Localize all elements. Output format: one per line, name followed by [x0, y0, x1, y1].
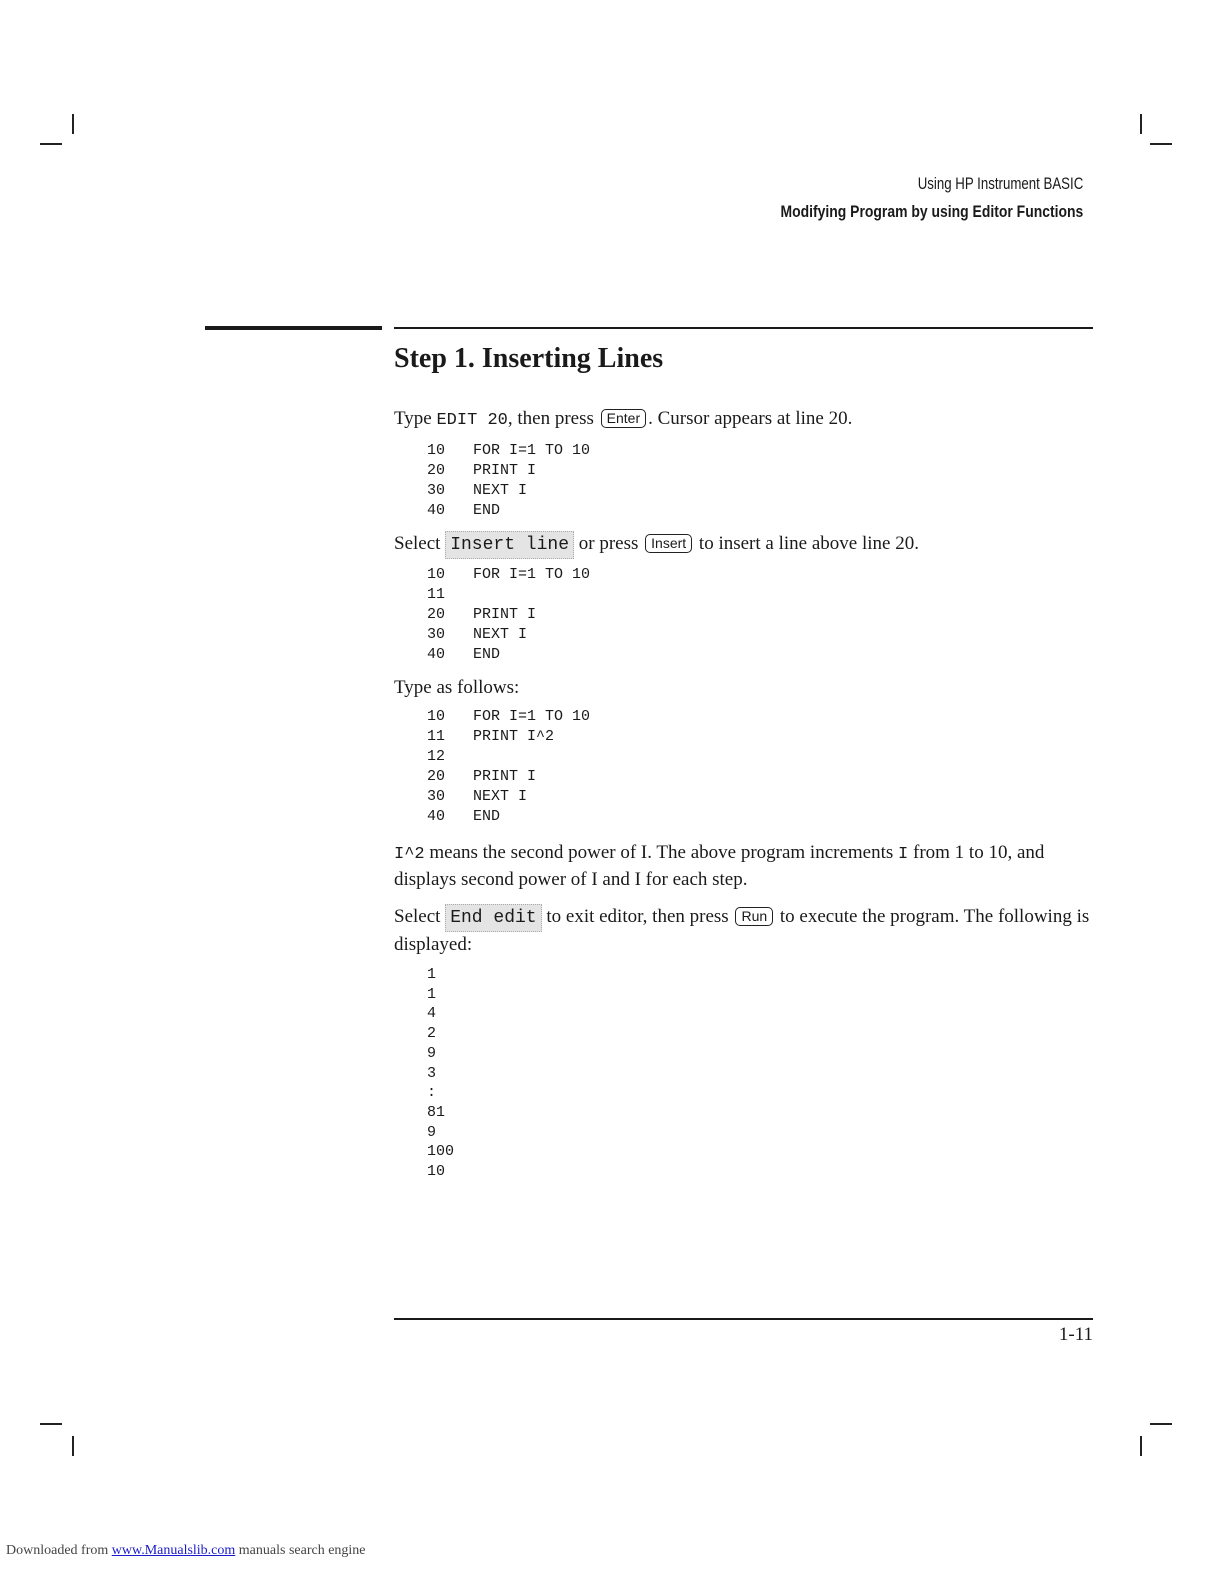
- manualslib-link[interactable]: www.Manualslib.com: [111, 1543, 236, 1558]
- output-line: 1: [427, 985, 437, 1003]
- step-title: Step 1. Inserting Lines: [394, 343, 664, 374]
- crop-mark: [72, 1436, 74, 1456]
- output-line: 100: [427, 1143, 455, 1161]
- output-line: :: [427, 1084, 437, 1102]
- code-line: 10 FOR I=1 TO 10: [427, 442, 591, 459]
- code-line: 12: [427, 748, 446, 765]
- crop-mark: [1140, 1436, 1142, 1456]
- code-listing: [427, 707, 1094, 827]
- code-listing: [427, 565, 1094, 665]
- crop-mark: [72, 114, 74, 134]
- running-header-chapter: Using HP Instrument BASIC: [917, 174, 1083, 193]
- inline-code: I^2: [394, 845, 425, 864]
- code-line: 20 PRINT I: [427, 768, 537, 785]
- download-footer: Downloaded from www.Manualslib.com manuals search engine: [6, 1543, 366, 1558]
- output-line: 9: [427, 1044, 437, 1062]
- code-line: 40 END: [427, 646, 501, 663]
- title-rule: [394, 327, 1093, 329]
- code-line: 30 NEXT I: [427, 482, 528, 499]
- output-line: 10: [427, 1163, 446, 1181]
- output-line: 4: [427, 1005, 437, 1023]
- inline-code: I: [898, 845, 909, 864]
- run-key: Run: [735, 907, 773, 926]
- inline-code: EDIT 20: [436, 411, 508, 430]
- crop-mark: [40, 143, 62, 145]
- code-line: 20 PRINT I: [427, 606, 537, 623]
- instruction-paragraph: Type EDIT 20, then press Enter . Cursor appears at line 20.: [394, 408, 853, 430]
- output-line: 3: [427, 1064, 437, 1082]
- crop-mark: [1150, 143, 1172, 145]
- page-number: 1-11: [1058, 1324, 1093, 1345]
- program-output: [427, 965, 1094, 1182]
- code-line: 40 END: [427, 808, 501, 825]
- crop-mark: [1140, 114, 1142, 134]
- insert-key: Insert: [645, 534, 692, 553]
- running-header-section: Modifying Program by using Editor Functions: [780, 202, 1083, 221]
- code-line: 30 NEXT I: [427, 788, 528, 805]
- enter-key: Enter: [601, 409, 646, 428]
- code-line: 11 PRINT I^2: [427, 728, 555, 745]
- code-line: 11: [427, 586, 446, 603]
- code-line: 40 END: [427, 502, 501, 519]
- code-line: 10 FOR I=1 TO 10: [427, 566, 591, 583]
- crop-mark: [40, 1423, 62, 1425]
- code-line: 20 PRINT I: [427, 462, 537, 479]
- output-line: 2: [427, 1025, 437, 1043]
- explanation-paragraph: I^2 means the second power of I. The above program increments I from 1 to 10, and displays second power of I and I for each step.: [394, 842, 1045, 890]
- insert-line-softkey: Insert line: [445, 531, 574, 559]
- code-line: 30 NEXT I: [427, 626, 528, 643]
- output-line: 81: [427, 1103, 446, 1121]
- footer-rule: [394, 1318, 1093, 1320]
- output-line: 9: [427, 1123, 437, 1141]
- output-line: 1: [427, 966, 437, 983]
- title-thick-rule: [205, 326, 382, 330]
- instruction-paragraph: Select End edit to exit editor, then press Run to execute the program. The following is displayed:: [394, 906, 1090, 955]
- page-content: [394, 340, 1094, 1182]
- crop-mark: [1150, 1423, 1172, 1425]
- code-line: 10 FOR I=1 TO 10: [427, 708, 591, 725]
- instruction-paragraph: Type as follows:: [394, 677, 520, 698]
- end-edit-softkey: End edit: [445, 904, 541, 932]
- code-listing: [427, 441, 1094, 521]
- instruction-paragraph: Select Insert line or press Insert to insert a line above line 20.: [394, 531, 1094, 559]
